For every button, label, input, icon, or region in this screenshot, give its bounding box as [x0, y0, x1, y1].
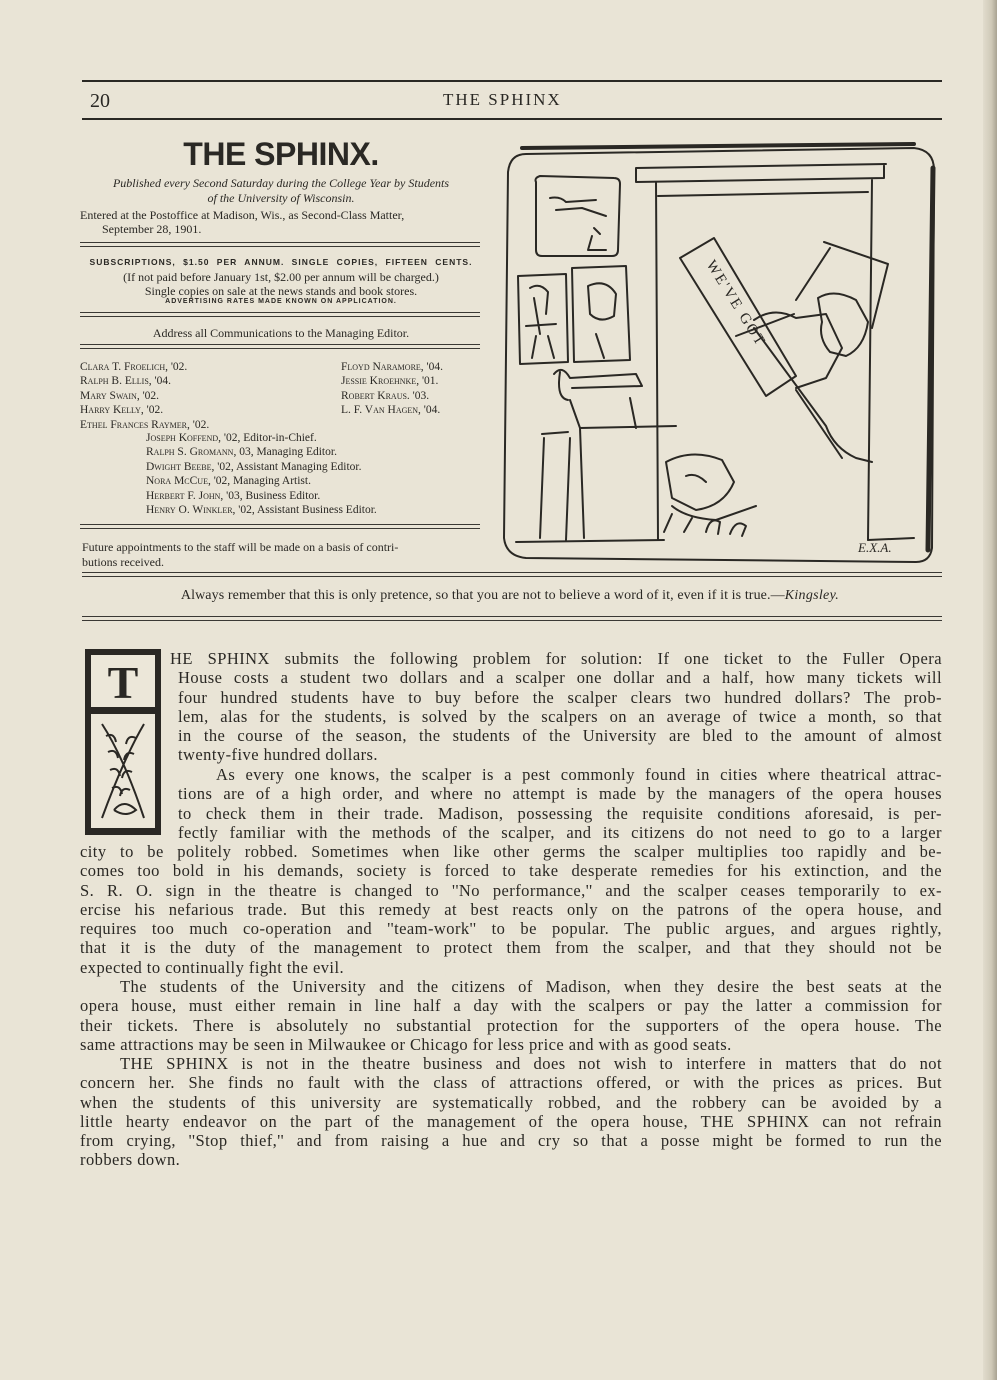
- paragraph-line: fectly familiar with the methods of the scalper, and its citizens do not need to go to a larger: [178, 822, 942, 842]
- entered-line-2: September 28, 1901.: [102, 222, 202, 236]
- editor-entry: Joseph Koffend, '02, Editor-in-Chief.: [146, 432, 317, 444]
- editorial-paragraph-4: [80, 1054, 942, 1170]
- motto-author: Kingsley.: [784, 588, 840, 603]
- seated-figure: [666, 454, 756, 520]
- future-line-1: Future appointments to the staff will be made on a basis of contri-: [82, 540, 399, 554]
- scribe-headdress: [796, 242, 888, 328]
- staff-member: Floyd Naramore, '04.: [341, 361, 443, 373]
- entered-line-1: Entered at the Postoffice at Madison, Wis., as Second-Class Matter,: [80, 208, 405, 222]
- paragraph-line: HE SPHINX submits the following problem for solution: If one ticket to the Fuller Opera: [170, 649, 942, 668]
- paragraph-line: House costs a student two dollars and a scalper one dollar and a half, how many tickets will: [178, 668, 942, 688]
- ground-marks: [664, 514, 746, 536]
- divider: [80, 242, 480, 247]
- paragraph-line: when the students of this university are systematically robbed, and the robbery can be avoided by a: [80, 1092, 942, 1112]
- top-rule: [82, 80, 942, 82]
- paragraph-line: As every one knows, the scalper is a pest commonly found in cities where theatrical attrac-: [216, 765, 942, 784]
- paragraph-line: THE SPHINX is not in the theatre business and does not wish to interfere in matters that do not: [120, 1054, 942, 1073]
- paragraph-line: four hundred students have to buy before the scalper clears two hundred dollars? The prob-: [178, 687, 942, 707]
- staff-right: [341, 360, 443, 418]
- future-line-2: butions received.: [82, 555, 164, 569]
- editorial-paragraph-3: [80, 977, 942, 1054]
- staff-member: Clara T. Froelich, '02.: [80, 361, 188, 373]
- paragraph-line: little hearty endeavor on the part of the management of the opera house, THE SPHINX can not refrain: [80, 1111, 942, 1131]
- motto: [80, 588, 940, 604]
- glyph-figure: [526, 286, 556, 358]
- artist-signature: E.X.A.: [858, 540, 892, 555]
- subscription-note-2: Single copies on sale at the news stands and book stores.: [144, 284, 418, 298]
- glyph-head: [588, 283, 616, 358]
- divider: [82, 616, 942, 621]
- sphinx-illustration: [496, 138, 942, 572]
- paragraph-line: city to be politely robbed. Sometimes when like other germs the scalper multiplies too rapidly and be-: [80, 842, 942, 861]
- divider: [80, 312, 480, 317]
- divider: [80, 344, 480, 349]
- editor-entry: Herbert F. John, '03, Business Editor.: [146, 489, 321, 502]
- paragraph-line: requires too much co-operation and ''team-work'' to be popular. The public argues, and argues rightly,: [80, 919, 942, 939]
- masthead-title: THE SPHINX.: [183, 136, 379, 172]
- staff-member: L. F. Van Hagen, '04.: [341, 404, 441, 417]
- paragraph-line: comes too bold in his demands, society is forced to take desperate remedies for his extinction, and the: [80, 861, 942, 881]
- subscription-note-1: (If not paid before January 1st, $2.00 per annum will be charged.): [123, 270, 439, 284]
- paragraph-line: lem, alas for the students, is solved by the scalpers on an average of twice a month, so that: [178, 706, 942, 726]
- ground-line: [516, 538, 914, 542]
- address-note: Address all Communications to the Managing Editor.: [152, 326, 410, 340]
- glyph-bird: [550, 198, 606, 251]
- paragraph-line: their tickets. There is absolutely no substantial protection for the supporters of the opera house. The: [80, 1015, 942, 1035]
- subscription-rates: SUBSCRIPTIONS, $1.50 PER ANNUM. SINGLE COPIES, FIFTEEN CENTS.: [89, 257, 473, 267]
- editor-entry: Nora McCue, '02, Managing Artist.: [146, 475, 311, 488]
- paragraph-line: same attractions may be seen in Milwaukee or Chicago for less price and with as good seats.: [80, 1034, 732, 1054]
- staff-left: [80, 360, 209, 432]
- scribe-body: [754, 328, 872, 462]
- staff-member: Jessie Kroehnke, '01.: [341, 375, 439, 388]
- staff-member: Robert Kraus. '03.: [341, 389, 430, 402]
- motto-text: Always remember that this is only pretence, so that you are not to believe a word of it, even if it is true.—: [180, 588, 785, 603]
- editorial-paragraph-1: [170, 649, 942, 765]
- published-line-2: of the University of Wisconsin.: [207, 191, 355, 205]
- advertising-note: ADVERTISING RATES MADE KNOWN ON APPLICATION.: [165, 298, 397, 305]
- staff-member: Mary Swain, '02.: [80, 389, 160, 402]
- subscription-notes: [80, 270, 482, 298]
- paragraph-line: tions are of a high order, and where no attempt is made by the managers of the opera houses: [178, 784, 942, 804]
- tablet-text: WE'VE GOT: [702, 257, 769, 350]
- paragraph-line: that it is the duty of the management to protect them from the scalper, and that they should not be: [80, 938, 942, 958]
- editor-entry: Ralph S. Gromann, 03, Managing Editor.: [146, 446, 337, 459]
- cartouche-1: [536, 176, 621, 256]
- staff-member: Ethel Frances Raymer, '02.: [80, 418, 210, 431]
- header-rule: [82, 118, 942, 120]
- scribe-head: [818, 293, 868, 356]
- paragraph-line: S. R. O. sign in the theatre is changed to ''No performance,'' and the scalper ceases temporarily to ex-: [80, 880, 942, 900]
- paragraph-line: from crying, ''Stop thief,'' and from raising a hue and cry so that a posse might be formed to run the: [80, 1131, 942, 1151]
- divider: [82, 572, 942, 577]
- paragraph-line: expected to continually fight the evil.: [80, 957, 345, 977]
- editorial-paragraph-2: [178, 765, 942, 842]
- lintel: [636, 164, 886, 182]
- frame-top-band: [522, 144, 914, 148]
- ornamental-drop-cap: [84, 648, 162, 836]
- page-edge: [983, 0, 997, 1380]
- published-line-1: Published every Second Saturday during the College Year by Students: [112, 176, 450, 190]
- paragraph-line: concern her. She finds no fault with the class of attractions offered, or with the prices as prices. But: [80, 1073, 942, 1093]
- running-title: THE SPHINX: [443, 90, 562, 109]
- editors-list: [146, 431, 377, 517]
- entered-notice: [80, 208, 482, 236]
- page-number: 20: [90, 90, 110, 112]
- paragraph-line: in the course of the season, the students of the University are bled to the amount of almost: [178, 726, 942, 746]
- editor-entry: Henry O. Winkler, '02, Assistant Business Editor.: [146, 504, 377, 517]
- paragraph-line: opera house, must either remain in line half a day with the scalpers or pay the latter a commission for: [80, 996, 942, 1016]
- editorial-paragraph-2-cont: [80, 842, 942, 977]
- paragraph-line: to check them in their trade. Madison, possessing the requisite conditions aforesaid, is per-: [178, 803, 942, 823]
- drop-cap-letter: T: [107, 657, 139, 708]
- staff-member: Ralph B. Ellis, '04.: [80, 375, 171, 388]
- divider: [80, 524, 480, 529]
- future-note: [82, 540, 482, 570]
- paragraph-line: ercise his nefarious trade. But this remedy at best reacts only on the patrons of the opera house, and: [80, 899, 942, 919]
- paragraph-line: robbers down.: [80, 1150, 181, 1170]
- staff-member: Harry Kelly, '02.: [80, 404, 164, 417]
- editor-entry: Dwight Beebe, '02, Assistant Managing Editor.: [146, 460, 362, 473]
- left-pillar: [540, 432, 570, 540]
- paragraph-line: The students of the University and the citizens of Madison, when they desire the best seats at the: [120, 977, 942, 996]
- published-line: [80, 176, 482, 206]
- doorway: [656, 180, 872, 540]
- paragraph-line: twenty-five hundred dollars.: [178, 745, 379, 765]
